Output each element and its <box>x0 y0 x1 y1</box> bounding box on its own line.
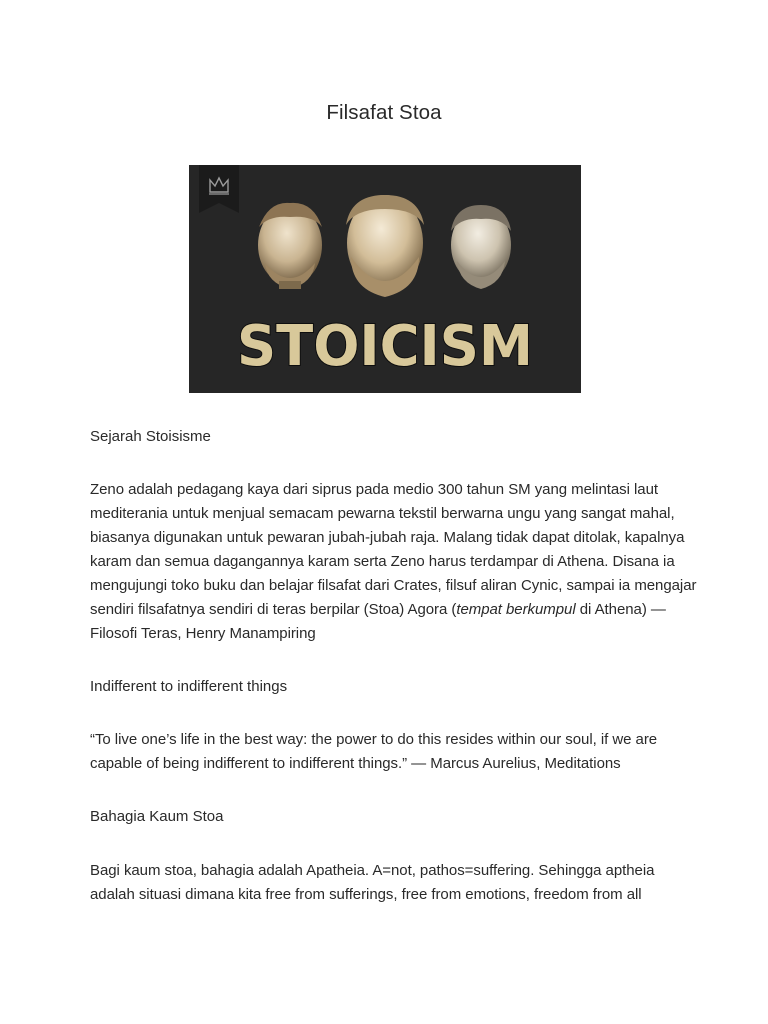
paragraph-quote <box>90 728 690 776</box>
section-heading-sejarah: Sejarah Stoisisme <box>90 428 211 445</box>
section-heading-bahagia: Bahagia Kaum Stoa <box>90 808 224 825</box>
paragraph-bahagia <box>90 859 690 907</box>
paragraph-line: mengujungi toko buku dan belajar filsafat dari Crates, filsuf aliran Cynic, sampai ia mengajar <box>90 577 697 594</box>
section-heading-indifferent: Indifferent to indifferent things <box>90 678 288 695</box>
italic-text-run: tempat berkumpul <box>456 601 576 618</box>
text-run: sendiri filsafatnya sendiri di teras berpilar (Stoa) Agora ( <box>90 601 457 618</box>
paragraph-line: capable of being indifferent to indifferent things.” — Marcus Aurelius, Meditations <box>90 755 621 772</box>
text-run: di Athena) — <box>575 601 666 618</box>
stoicism-banner-image <box>189 165 581 393</box>
page-title: Filsafat Stoa <box>326 101 442 124</box>
paragraph-line: “To live one’s life in the best way: the power to do this resides within our soul, if we are <box>90 731 658 748</box>
banner-illustration <box>189 165 581 393</box>
paragraph-line: Filosofi Teras, Henry Manampiring <box>90 625 316 642</box>
banner-wordmark: STOICISM <box>237 314 533 379</box>
crown-logo-icon <box>199 165 239 213</box>
paragraph-line: mediterania untuk menjual semacam pewarna tekstil berwarna ungu yang sangat mahal, <box>90 505 675 522</box>
bust-center-icon <box>346 195 424 297</box>
paragraph-line: Zeno adalah pedagang kaya dari siprus pada medio 300 tahun SM yang melintasi laut <box>90 481 658 498</box>
paragraph-line: karam dan semua dagangannya karam serta Zeno harus terdampar di Athena. Disana ia <box>90 553 675 570</box>
paragraph-line: adalah situasi dimana kita free from sufferings, free from emotions, freedom from all <box>90 886 642 903</box>
bust-right-icon <box>451 205 511 289</box>
paragraph-line: biasanya digunakan untuk pewaran jubah-jubah raja. Malang tidak dapat ditolak, kapalnya <box>90 529 685 546</box>
paragraph-sejarah <box>90 478 697 646</box>
bust-left-icon <box>258 203 322 289</box>
paragraph-line-mixed <box>90 598 690 622</box>
paragraph-line: Bagi kaum stoa, bahagia adalah Apatheia. A=not, pathos=suffering. Sehingga aptheia <box>90 862 655 879</box>
